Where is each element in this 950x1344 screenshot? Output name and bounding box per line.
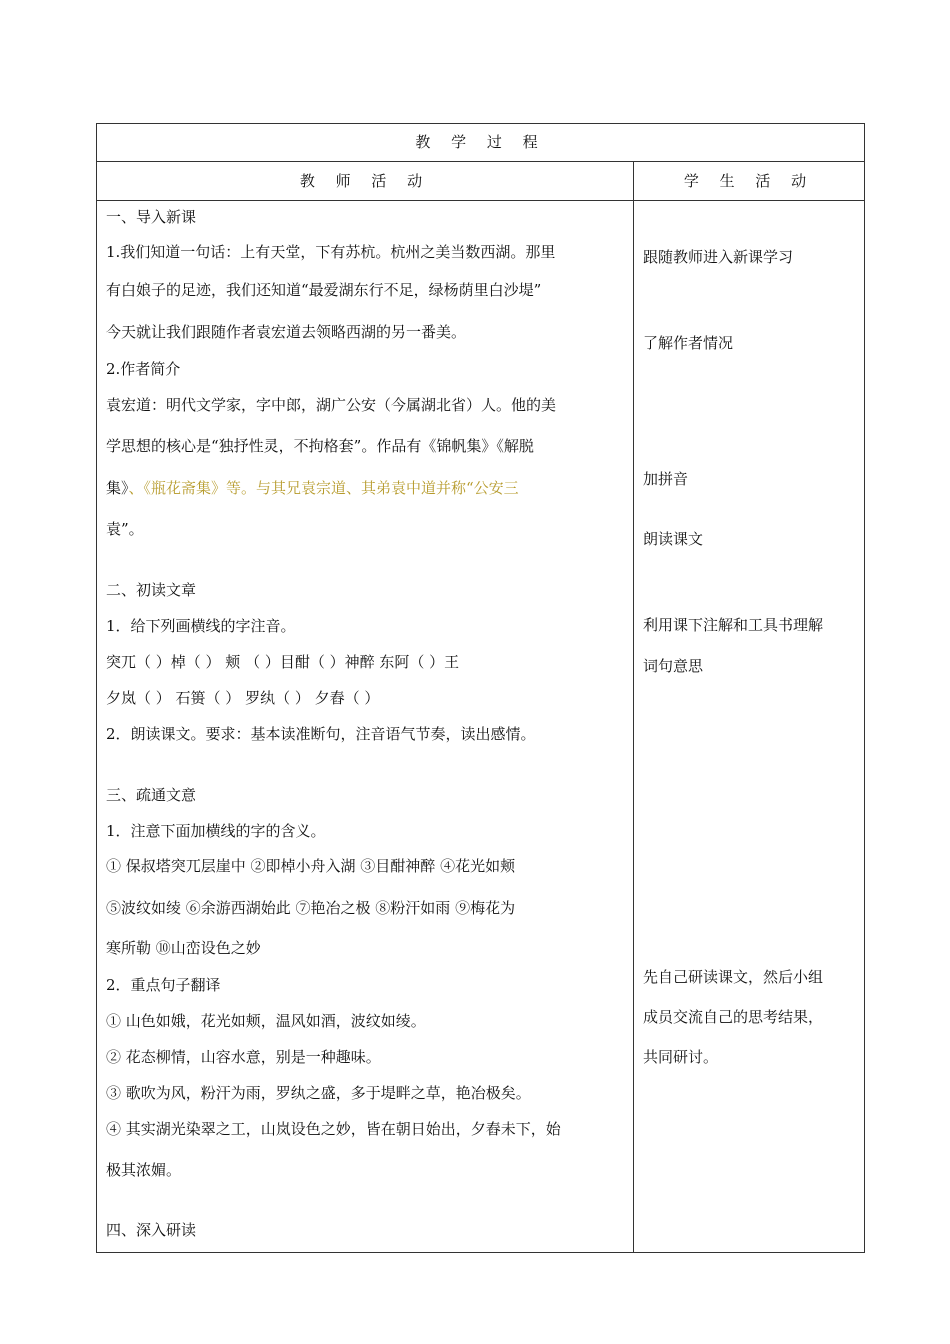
section-heading: 四、深入研读 xyxy=(106,1221,197,1239)
student-activity-line: 成员交流自己的思考结果， xyxy=(643,1008,824,1026)
paragraph-line: 1．注意下面加横线的字的含义。 xyxy=(106,822,326,840)
subheading: 2.作者简介 xyxy=(106,360,181,378)
paragraph-line: 1．给下列画横线的字注音。 xyxy=(106,617,296,635)
student-activity-line: 利用课下注解和工具书理解 xyxy=(643,616,824,634)
student-activity-line: 了解作者情况 xyxy=(643,334,734,352)
paragraph-line: 今天就让我们跟随作者袁宏道去领略西湖的另一番美。 xyxy=(106,323,467,341)
student-activity-line: 词句意思 xyxy=(643,657,704,675)
student-activity-line: 共同研讨。 xyxy=(643,1048,719,1066)
table-title: 教 学 过 程 xyxy=(415,133,546,151)
student-activity-line: 加拼音 xyxy=(643,470,689,488)
paragraph-line: 极其浓媚。 xyxy=(106,1161,182,1179)
text-span: 、《瓶花斋集》等。与其兄袁宗道、其弟袁中道并称“公安三 xyxy=(128,479,519,497)
paragraph-line xyxy=(106,477,519,498)
paragraph-line: 2．朗读课文。要求：基本读准断句，注音语气节奏，读出感情。 xyxy=(106,725,536,743)
student-activity-header: 学 生 活 动 xyxy=(683,172,815,190)
text-span: 集》 xyxy=(106,479,129,497)
paragraph-line: ② 花态柳情，山容水意，别是一种趣味。 xyxy=(106,1048,381,1066)
column-divider xyxy=(633,161,634,1252)
paragraph-line: ① 山色如娥，花光如颊，温风如酒，波纹如绫。 xyxy=(106,1012,426,1030)
section-heading: 一、导入新课 xyxy=(106,208,197,226)
paragraph-line: 袁”。 xyxy=(106,520,144,538)
paragraph-line: 有白娘子的足迹，我们还知道“最爱湖东行不足，绿杨荫里白沙堤” xyxy=(106,281,542,299)
section-heading: 三、疏通文意 xyxy=(106,786,197,804)
paragraph-line: 夕岚（ ） 石篑（ ） 罗纨（ ） 夕舂（ ） xyxy=(106,689,380,707)
paragraph-line: ⑤波纹如绫 ⑥余游西湖始此 ⑦艳冶之极 ⑧粉汗如雨 ⑨梅花为 xyxy=(106,899,516,917)
paragraph-line: 学思想的核心是“独抒性灵，不拘格套”。作品有《锦帆集》《解脱 xyxy=(106,437,534,455)
paragraph-line: 1.我们知道一句话：上有天堂，下有苏杭。杭州之美当数西湖。那里 xyxy=(106,243,556,261)
student-activity-line: 跟随教师进入新课学习 xyxy=(643,248,794,266)
paragraph-line: 袁宏道：明代文学家，字中郎，湖广公安（今属湖北省）人。他的美 xyxy=(106,396,557,414)
paragraph-line: 突兀（ ）棹（ ） 颊 （ ）目酣（ ）神醉 东阿（ ）王 xyxy=(106,653,460,671)
lesson-table xyxy=(96,123,865,1253)
teacher-activity-header: 教 师 活 动 xyxy=(299,172,431,190)
paragraph-line: ③ 歌吹为风，粉汗为雨，罗纨之盛，多于堤畔之草，艳冶极矣。 xyxy=(106,1084,531,1102)
section-heading: 二、初读文章 xyxy=(106,581,197,599)
row-divider xyxy=(97,200,864,201)
paragraph-line: ① 保叔塔突兀层崖中 ②即棹小舟入湖 ③目酣神醉 ④花光如颊 xyxy=(106,857,516,875)
paragraph-line: 寒所勒 ⑩山峦设色之妙 xyxy=(106,939,261,957)
student-activity-line: 朗读课文 xyxy=(643,530,704,548)
paragraph-line: ④ 其实湖光染翠之工，山岚设色之妙，皆在朝日始出，夕舂未下，始 xyxy=(106,1120,561,1138)
student-activity-line: 先自己研读课文，然后小组 xyxy=(643,968,824,986)
subheading: 2．重点句子翻译 xyxy=(106,976,221,994)
